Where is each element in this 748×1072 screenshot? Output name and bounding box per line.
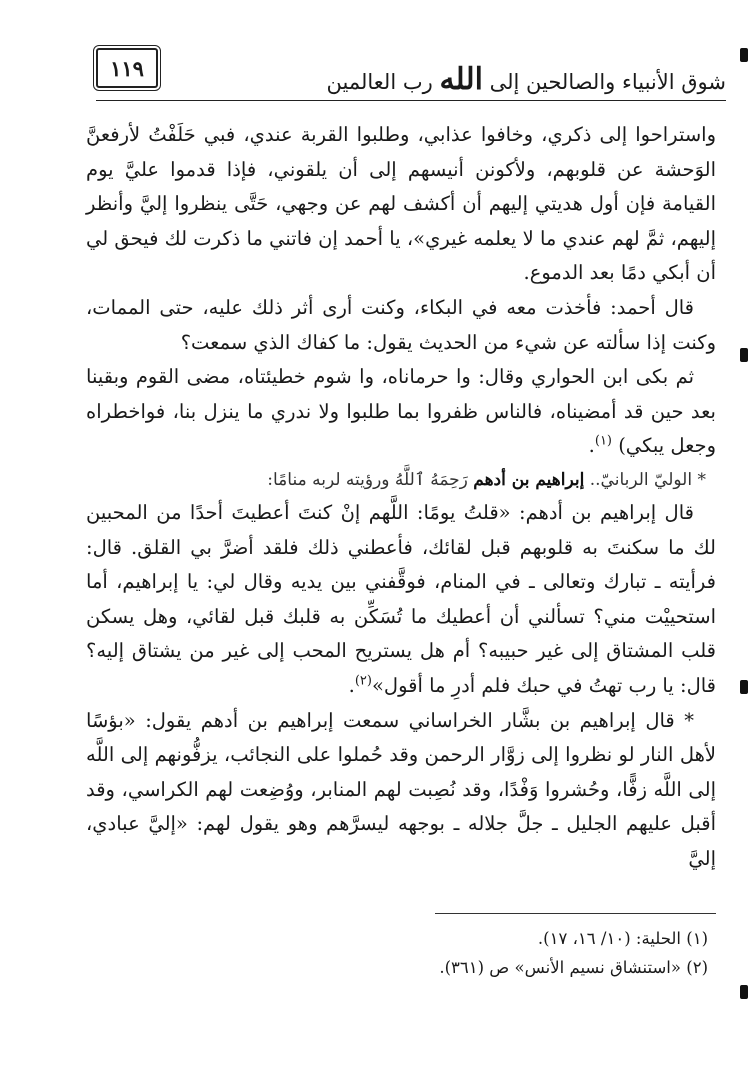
header-divider xyxy=(96,100,726,101)
paragraph-text: قال إبراهيم بن أدهم: «قلتُ يومًا: اللَّهم إنْ كنتَ أعطيتَ أحدًا من المحبين لك ما سكنتَ به قلوبهم قبل لقائك، فأعطني ذلك فلقد أضرَّ بي القلق. قال: فرأيته ـ تبارك وتعالى ـ في المنام، فوقَّفني بين يديه وقال لي: يا إبراهيم، أما استحييْت مني؟ تسألني أن أعطيك ما تُسَكِّن به قلبك قبل لقائي، وهل يسكن قلب المشتاق إلى غير حبيبه؟ أم هل يستريح المحب إلى غير من يشتاق إليه؟ قال: يا رب تهتُ في حبك فلم أدرِ ما أقول» xyxy=(86,500,716,697)
title-prefix: شوق الأنبياء والصالحين إلى xyxy=(489,70,726,94)
margin-mark xyxy=(740,680,748,694)
footnotes xyxy=(86,924,716,982)
title-allah: الله xyxy=(439,62,483,97)
page-number: ١١٩ xyxy=(96,48,158,88)
paragraph: قال أحمد: فأخذت معه في البكاء، وكنت أرى أثر ذلك عليه، حتى الممات، وكنت إذا سألته عن شيء من الحديث يقول: ما كفاك الذي سمعت؟ xyxy=(86,295,716,354)
star-marker: * xyxy=(697,469,706,490)
margin-mark xyxy=(740,48,748,62)
main-text xyxy=(86,118,716,876)
paragraph: قال إبراهيم بن أدهم: «قلتُ يومًا: اللَّهم إنْ كنتَ أعطيتَ أحدًا من المحبين لك ما سكنتَ به قلوبهم قبل لقائك، فأعطني ذلك فلقد أضرَّ بي القلق. قال: فرأيته ـ تبارك وتعالى ـ في المنام، فوقَّفني بين يديه وقال لي: يا إبراهيم، أما استحييْت مني؟ تسألني أن أعطيك ما تُسَكِّن به قلبك قبل لقائي، وهل يسكن قلب المشتاق إلى غير حبيبه؟ أم هل يستريح المحب إلى غير من يشتاق إليه؟ قال: يا رب تهتُ في حبك فلم أدرِ ما أقول»$^{(٢)}$. xyxy=(86,500,716,697)
section-subheading xyxy=(86,464,716,496)
paragraph: * قال إبراهيم بن بشَّار الخراساني سمعت إبراهيم بن أدهم يقول: «بؤسًا لأهل النار لو نظروا إلى زوَّار الرحمن وقد حُملوا على النجائب، يزفُّونهم إلى اللَّه إلى اللَّه زفًّا، وحُشروا وَفْدًا، وقد نُصِبت لهم المنابر، ووُضِعت لهم الكراسي، وقد أقبل عليهم الجليل ـ جلَّ جلاله ـ بوجهه ليسرَّهم وهو يقول لهم: «إليَّ عبادي، إليَّ xyxy=(86,708,716,870)
paragraph-text: ثم بكى ابن الحواري وقال: وا حرماناه، وا شوم خطيئتاه، مضى القوم وبقينا بعد حين قد أمضيناه، فالناس ظفروا بما طلبوا ولا ندري ما ينزل بنا، فواخطراه وجعل يبكي) xyxy=(86,365,716,458)
footnote-1: (١) الحلية: (١٠/ ١٦، ١٧). xyxy=(537,929,708,948)
subheading-part2: رَحِمَهُ ٱللَّهُ ورؤيته لربه منامًا: xyxy=(267,469,474,490)
title-suffix: رب العالمين xyxy=(326,70,433,94)
subheading-part1: الوليّ الربانيّ.. xyxy=(584,469,693,490)
running-title xyxy=(327,62,726,97)
footnote-ref-1[interactable]: (١) xyxy=(594,433,612,449)
margin-mark xyxy=(740,348,748,362)
paragraph: واستراحوا إلى ذكري، وخافوا عذابي، وطلبوا القربة عندي، فبي حَلَفْتُ لأرفعنَّ الوَحشة عن قلوبهم، ولأكونن أنيسهم إلى أن يلقوني، فإذا قدموا عليَّ يوم القيامة فإن أول هديتي إليهم أن أكشف لهم عن وجهي، حَتَّى ينظروا إليَّ وأنظر إليهم، ثمَّ لهم عندي ما لا يعلمه غيري»، يا أحمد إن فاتني ما ذكرت لك فيحق لي أن أبكي دمًا بعد الدموع. xyxy=(86,123,716,285)
footnote-divider xyxy=(435,913,716,914)
page-header xyxy=(96,46,726,106)
footnote-2: (٢) «استنشاق نسيم الأنس» ص (٣٦١). xyxy=(439,958,708,977)
paragraph: ثم بكى ابن الحواري وقال: وا حرماناه، وا شوم خطيئتاه، مضى القوم وبقينا بعد حين قد أمضيناه، فالناس ظفروا بما طلبوا ولا ندري ما ينزل بنا، فواخطراه وجعل يبكي) $^{(١)}$. xyxy=(86,365,716,458)
margin-mark xyxy=(740,985,748,999)
subheading-name: إبراهيم بن أدهم xyxy=(473,469,585,490)
footnote-ref-2[interactable]: (٢) xyxy=(354,673,372,689)
